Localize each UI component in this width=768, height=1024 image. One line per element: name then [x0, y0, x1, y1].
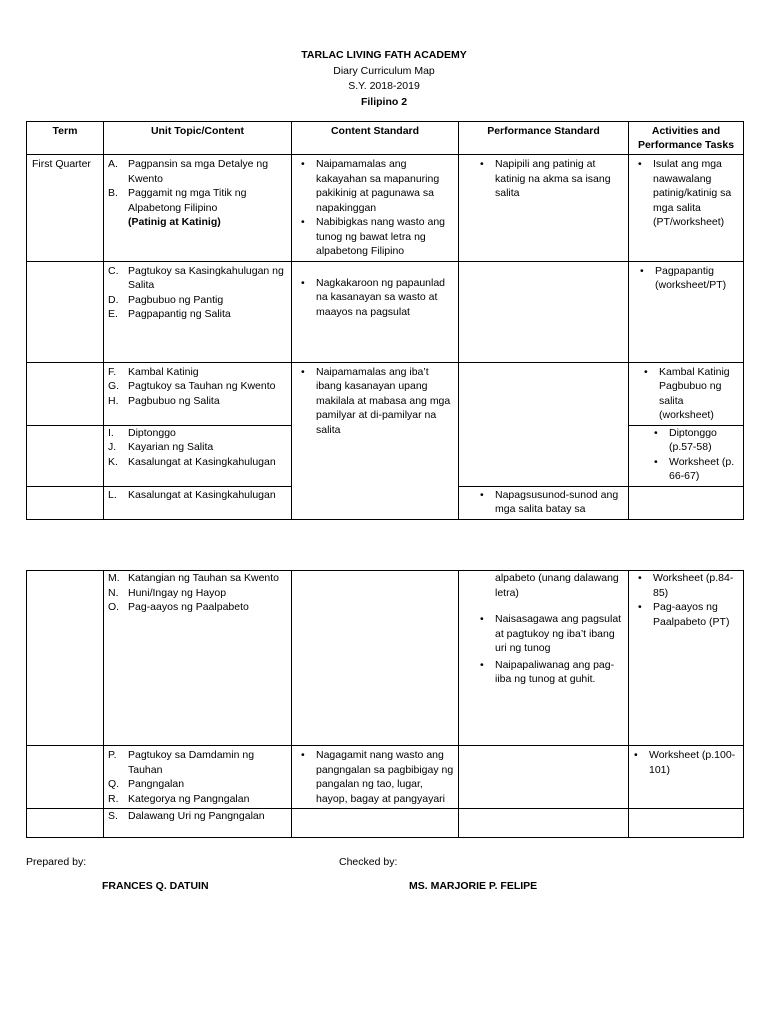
- list-item: D. Pagbubuo ng Pantig: [108, 293, 224, 306]
- activities-cell: [629, 425, 744, 486]
- list-item: • Isulat ang mga nawawalang patinig/katinig sa mga salita (PT/worksheet): [638, 158, 732, 228]
- list-item: G. Pagtukoy sa Tauhan ng Kwento: [108, 380, 276, 392]
- list-item: • Worksheet (p.84-85): [638, 572, 734, 599]
- topic-cell: [104, 261, 292, 362]
- list-item: • Napagsusunod-sunod ang mga salita batay sa: [480, 488, 619, 515]
- list-item: O. Pag-aayos ng Paalpabeto: [108, 601, 249, 613]
- content-standard-cell: [292, 155, 459, 262]
- table-row: [27, 155, 744, 262]
- topic-cell: [104, 425, 292, 486]
- subject-title: Filipino 2: [360, 95, 408, 108]
- list-item: N. Huni/Ingay ng Hayop: [108, 586, 227, 599]
- performance-standard-cell: [459, 155, 629, 262]
- curriculum-map-table-continued: [26, 570, 744, 838]
- list-item: • Worksheet (p.100-101): [634, 749, 736, 776]
- list-item: • Nabibigkas nang wasto ang tunog ng bawat letra ng alpabetong Filipino: [301, 216, 446, 257]
- list-item: • Diptonggo (p.57-58): [654, 426, 717, 453]
- checked-by-name: MS. MARJORIE P. FELIPE: [409, 880, 538, 892]
- list-item: F. Kambal Katinig: [108, 365, 199, 378]
- list-item: B. Paggamit ng mga Titik ng Alpabetong Filipino: [108, 187, 247, 214]
- school-name: TARLAC LIVING FATH ACADEMY: [301, 49, 467, 61]
- list-item: E. Pagpapantig ng Salita: [108, 308, 231, 320]
- list-item: C. Pagtukoy sa Kasingkahulugan ng Salita: [108, 264, 284, 291]
- list-item: Q. Pangngalan: [108, 778, 185, 790]
- table-row: [27, 746, 744, 809]
- list-item: • Naisasagawa ang pagsulat at pagtukoy ng iba’t ibang uri ng tunog: [480, 613, 622, 654]
- table-row: [27, 571, 744, 746]
- activities-cell: [629, 571, 744, 746]
- curriculum-map-table: [26, 121, 744, 520]
- list-item: R. Kategorya ng Pangngalan: [108, 792, 250, 805]
- term-cell: [27, 155, 104, 262]
- content-standard-cell: [292, 362, 459, 519]
- topic-note: (Patinig at Katinig): [128, 216, 221, 228]
- school-year: S.Y. 2018-2019: [348, 80, 420, 92]
- activities-cell: [629, 746, 744, 809]
- list-item: • Napipili ang patinig at katinig na akma sa isang salita: [480, 158, 611, 199]
- column-header-unit-topic: Unit Topic/Content: [104, 122, 292, 155]
- document-header: [0, 48, 768, 110]
- list-item: • Nagkakaroon ng papaunlad na kasanayan sa wasto at maayos na pagsulat: [301, 276, 446, 318]
- list-item: • Naipamamalas ang kakayahan sa mapanuring pakikinig at pagunawa sa napakinggan: [301, 158, 440, 214]
- column-header-activities: Activities and Performance Tasks: [629, 122, 744, 155]
- topic-cell: [104, 746, 292, 809]
- list-item: M. Katangian ng Tauhan sa Kwento: [108, 572, 280, 584]
- list-item: • Naipapaliwanag ang pag-iiba ng tunog at guhit.: [480, 658, 615, 685]
- topic-cell: [104, 155, 292, 262]
- performance-standard-cell: [459, 486, 629, 519]
- list-item: • Worksheet (p. 66-67): [654, 455, 735, 482]
- list-item: • Kambal Katinig Pagbubuo ng salita (worksheet): [644, 365, 730, 421]
- header-row: [27, 122, 744, 155]
- column-header-term: Term: [27, 122, 104, 155]
- prepared-by-label: Prepared by:: [26, 856, 87, 868]
- list-item: S. Dalawang Uri ng Pangngalan: [108, 810, 265, 822]
- document-type: Diary Curriculum Map: [333, 64, 435, 77]
- activities-cell: [629, 362, 744, 425]
- list-item: • Naipamamalas ang iba’t ibang kasanayan upang makilala at mabasa ang mga pamilyar at di-pamilyar na salita: [301, 365, 451, 436]
- list-item: • Nagagamit nang wasto ang pangngalan sa pagbibigay ng pangalan ng tao, lugar, hayop, bagay at pangyayari: [301, 749, 454, 805]
- content-standard-cell: [292, 261, 459, 362]
- list-item: K. Kasalungat at Kasingkahulugan: [108, 455, 276, 468]
- list-item: I. Diptonggo: [108, 426, 176, 439]
- prepared-by-name: FRANCES Q. DATUIN: [102, 880, 209, 892]
- topic-cell: [104, 362, 292, 425]
- checked-by-label: Checked by:: [339, 856, 398, 868]
- topic-cell: [104, 809, 292, 838]
- column-header-content-standard: Content Standard: [292, 122, 459, 155]
- performance-continuation: alpabeto (unang dalawang letra): [495, 572, 619, 599]
- activities-cell: [629, 261, 744, 362]
- performance-standard-cell: [459, 571, 629, 746]
- activities-cell: [629, 155, 744, 262]
- list-item: L. Kasalungat at Kasingkahulugan: [108, 488, 276, 501]
- table-row: [27, 261, 744, 362]
- list-item: A. Pagpansin sa mga Detalye ng Kwento: [108, 158, 269, 185]
- list-item: P. Pagtukoy sa Damdamin ng Tauhan: [108, 749, 255, 776]
- list-item: J. Kayarian ng Salita: [108, 441, 214, 453]
- table-row: [27, 362, 744, 425]
- term-label: First Quarter: [32, 158, 91, 170]
- content-standard-cell: [292, 746, 459, 809]
- list-item: • Pagpapantig (worksheet/PT): [640, 264, 727, 291]
- topic-cell: [104, 571, 292, 746]
- table-row: [27, 809, 744, 838]
- column-header-performance-standard: Performance Standard: [459, 122, 629, 155]
- list-item: • Pag-aayos ng Paalpabeto (PT): [638, 601, 730, 628]
- topic-cell: [104, 486, 292, 519]
- list-item: H. Pagbubuo ng Salita: [108, 394, 220, 407]
